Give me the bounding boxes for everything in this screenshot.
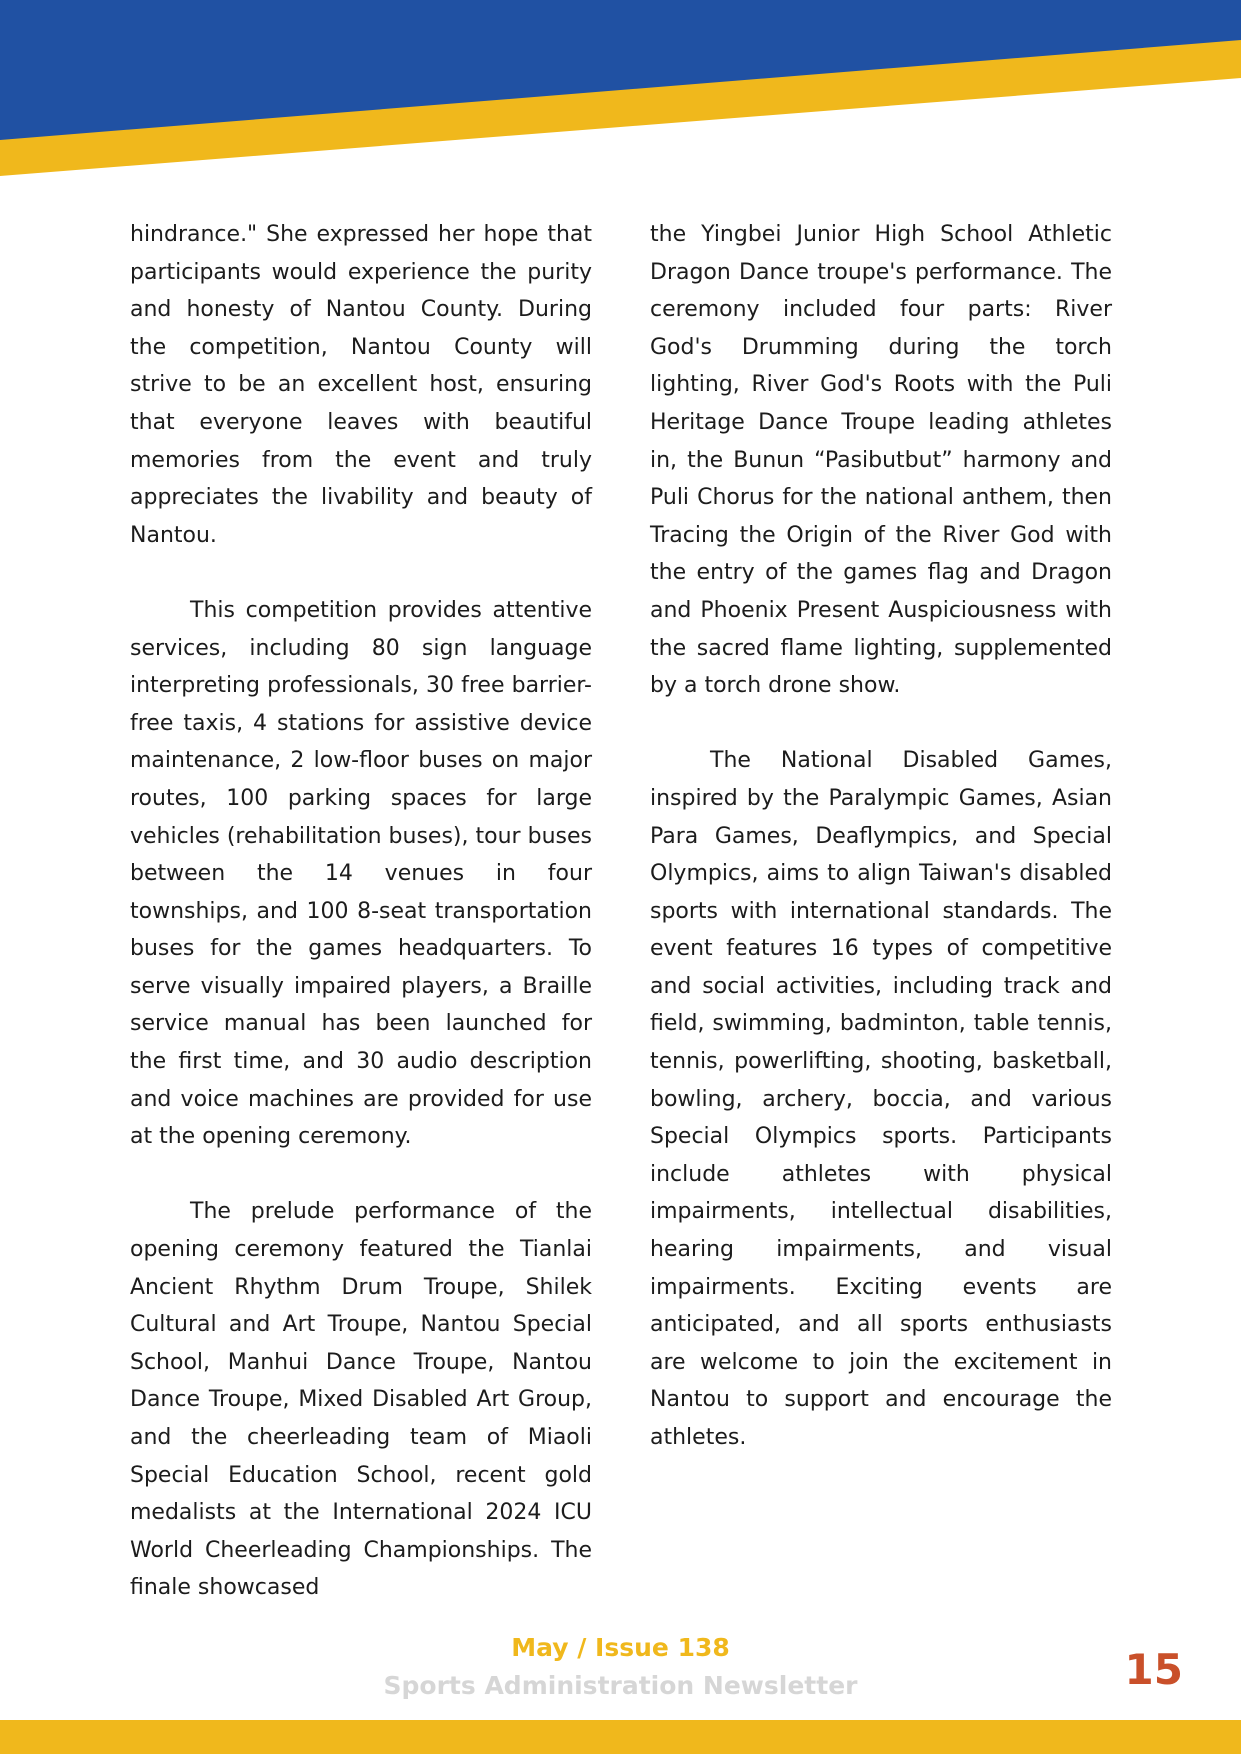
article-column-right bbox=[650, 216, 1112, 1494]
paragraph: The prelude performance of the opening ceremony featured the Tianlai Ancient Rhythm Drum Troupe, Shilek Cultural and Art Troupe, Nantou Special School, Manhui Dance Troupe, Nantou Dance Troupe, Mixed Disabled Art Group, and the cheerleading team of Miaoli Special Education School, recent gold medalists at the International 2024 ICU World Cheerleading Championships. The finale showcased bbox=[130, 1199, 592, 1601]
paragraph: The National Disabled Games, inspired by the Paralympic Games, Asian Para Games, Deaflympics, and Special Olympics, aims to align Taiwan's disabled sports with international standards. The event features 16 types of competitive and social activities, including track and field, swimming, badminton, table tennis, tennis, powerlifting, shooting, basketball, bowling, archery, boccia, and various Special Olympics sports. Participants include athletes with physical impairments, intellectual disabilities, hearing impairments, and visual impairments. Exciting events are anticipated, and all sports enthusiasts are welcome to join the excitement in Nantou to support and encourage the athletes. bbox=[650, 748, 1112, 1450]
paragraph: the Yingbei Junior High School Athletic Dragon Dance troupe's performance. The ceremony included four parts: River God's Drumming during the torch lighting, River God's Roots with the Puli Heritage Dance Troupe leading athletes in, the Bunun “Pasibutbut” harmony and Puli Chorus for the national anthem, then Tracing the Origin of the River God with the entry of the games flag and Dragon and Phoenix Present Auspiciousness with the sacred flame lighting, supplemented by a torch drone show. bbox=[650, 222, 1112, 699]
issue-label: May / Issue 138 bbox=[511, 1633, 730, 1662]
page-number: 15 bbox=[1124, 1645, 1183, 1694]
paragraph: hindrance." She expressed her hope that participants would experience the purity and honesty of Nantou County. During the competition, Nantou County will strive to be an excellent host, ensuring that everyone leaves with beautiful memories from the event and truly appreciates the livability and beauty of Nantou. bbox=[130, 222, 592, 548]
article-column-left bbox=[130, 216, 592, 1645]
paragraph: This competition provides attentive services, including 80 sign language interpreting professionals, 30 free barrier-free taxis, 4 stations for assistive device maintenance, 2 low-floor buses on major routes, 100 parking spaces for large vehicles (rehabilitation buses), tour buses between the 14 venues in four townships, and 100 8-seat transportation buses for the games headquarters. To serve visually impaired players, a Braille service manual has been launched for the first time, and 30 audio description and voice machines are provided for use at the opening ceremony. bbox=[130, 597, 592, 1150]
footer-bar bbox=[0, 1720, 1241, 1754]
newsletter-name: Sports Administration Newsletter bbox=[383, 1671, 858, 1700]
header-banner bbox=[0, 0, 1241, 180]
